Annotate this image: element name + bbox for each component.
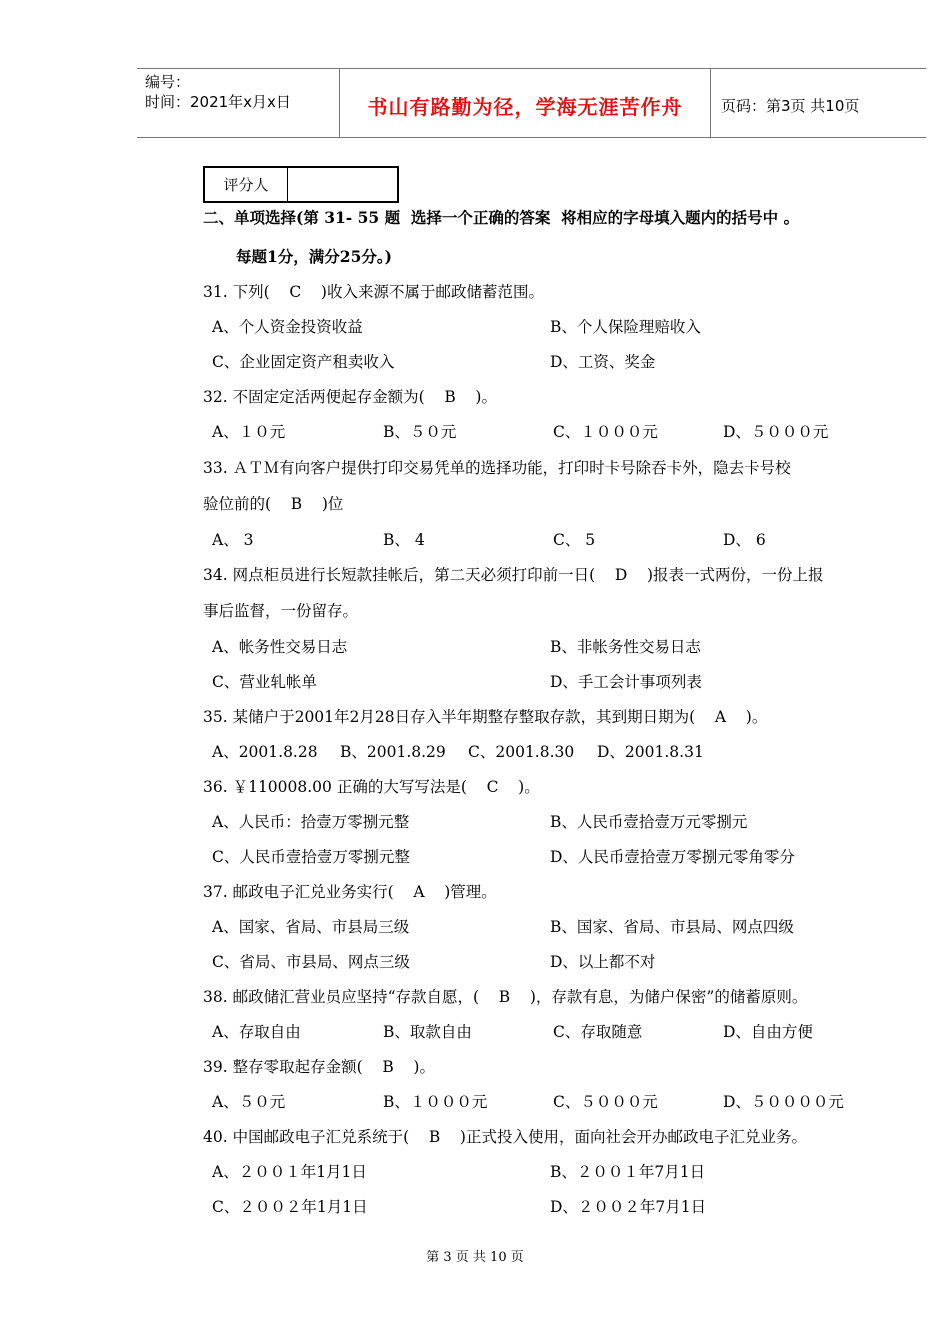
question-stem: 38. 邮政储汇营业员应坚持“存款自愿，( B )，存款有息，为储户保密”的储蓄原则。: [203, 988, 808, 1006]
option-a: A、国家、省局、市县局三级: [212, 918, 410, 936]
option-a: A、５０元: [212, 1093, 286, 1111]
scorer-box: [203, 166, 399, 203]
number-label: 编号：: [145, 73, 191, 91]
question-stem: 35. 某储户于2001年2月28日存入半年期整存整取存款，其到期日期为( A )。: [203, 708, 768, 726]
option-a: A、１０元: [212, 423, 286, 441]
option-d: D、2001.8.31: [597, 743, 704, 761]
option-b: B、５０元: [383, 423, 457, 441]
option-c: C、营业轧帐单: [212, 673, 317, 691]
header-motto: 书山有路勤为径，学海无涯苦作舟: [339, 69, 711, 137]
option-b: B、2001.8.29: [340, 743, 446, 761]
option-b: B、１０００元: [383, 1093, 488, 1111]
option-c: C、５０００元: [553, 1093, 658, 1111]
question-stem: 37. 邮政电子汇兑业务实行( A )管理。: [203, 883, 497, 901]
option-b: B、非帐务性交易日志: [550, 638, 701, 656]
option-b: B、取款自由: [383, 1023, 472, 1041]
header-meta: [137, 69, 339, 137]
question-stem: 31. 下列( C )收入来源不属于邮政储蓄范围。: [203, 283, 544, 301]
option-b: B、个人保险理赔收入: [550, 318, 701, 336]
option-d: D、２００２年7月1日: [550, 1198, 707, 1216]
question-stem: 36. ￥110008.00 正确的大写写法是( C )。: [203, 778, 540, 796]
option-a: A、存取自由: [212, 1023, 301, 1041]
question-stem: 39. 整存零取起存金额( B )。: [203, 1058, 435, 1076]
scorer-label: 评分人: [205, 168, 288, 201]
option-a: A、２００１年1月1日: [212, 1163, 367, 1181]
option-d: D、５０００元: [723, 423, 829, 441]
question-stem-cont: 事后监督，一份留存。: [203, 602, 359, 620]
option-b: B、２００１年7月1日: [550, 1163, 706, 1181]
option-c: C、２００２年1月1日: [212, 1198, 368, 1216]
option-c: C、2001.8.30: [468, 743, 575, 761]
option-a: A、2001.8.28: [212, 743, 318, 761]
option-b: B、 4: [383, 531, 425, 549]
option-c: C、人民币壹拾壹万零捌元整: [212, 848, 410, 866]
option-d: D、工资、奖金: [550, 353, 656, 371]
option-b: B、人民币壹拾壹万元零捌元: [550, 813, 748, 831]
option-d: D、以上都不对: [550, 953, 656, 971]
option-a: A、 3: [212, 531, 254, 549]
time-label: 时间：2021年x月x日: [145, 93, 291, 111]
question-stem-cont: 验位前的( B )位: [203, 495, 344, 513]
option-d: D、５００００元: [723, 1093, 844, 1111]
question-stem: 34. 网点柜员进行长短款挂帐后，第二天必须打印前一日( D )报表一式两份，一份上报: [203, 566, 824, 584]
header-page-info: 页码：第3页 共10页: [721, 96, 860, 115]
question-stem: 33. ＡＴＭ有向客户提供打印交易凭单的选择功能，打印时卡号除吞卡外，隐去卡号校: [203, 459, 791, 477]
section-note: 每题1分，满分25分。): [236, 247, 392, 266]
page-header: [137, 68, 926, 138]
option-d: D、 6: [723, 531, 766, 549]
option-d: D、自由方便: [723, 1023, 813, 1041]
question-stem: 40. 中国邮政电子汇兑系统于( B )正式投入使用，面向社会开办邮政电子汇兑业务。: [203, 1128, 807, 1146]
question-stem: 32. 不固定定活两便起存金额为( B )。: [203, 388, 497, 406]
option-a: A、帐务性交易日志: [212, 638, 348, 656]
option-a: A、个人资金投资收益: [212, 318, 363, 336]
option-a: A、人民币：拾壹万零捌元整: [212, 813, 410, 831]
option-c: C、 5: [553, 531, 596, 549]
option-c: C、企业固定资产租卖收入: [212, 353, 395, 371]
option-c: C、省局、市县局、网点三级: [212, 953, 410, 971]
option-d: D、手工会计事项列表: [550, 673, 702, 691]
option-c: C、１０００元: [553, 423, 658, 441]
page-footer: 第 3 页 共 10 页: [426, 1250, 524, 1265]
option-d: D、人民币壹拾壹万零捌元零角零分: [550, 848, 795, 866]
option-c: C、存取随意: [553, 1023, 643, 1041]
option-b: B、国家、省局、市县局、网点四级: [550, 918, 794, 936]
section-title: 二、单项选择(第 31- 55 题 选择一个正确的答案 将相应的字母填入题内的括号中 。: [203, 208, 800, 227]
